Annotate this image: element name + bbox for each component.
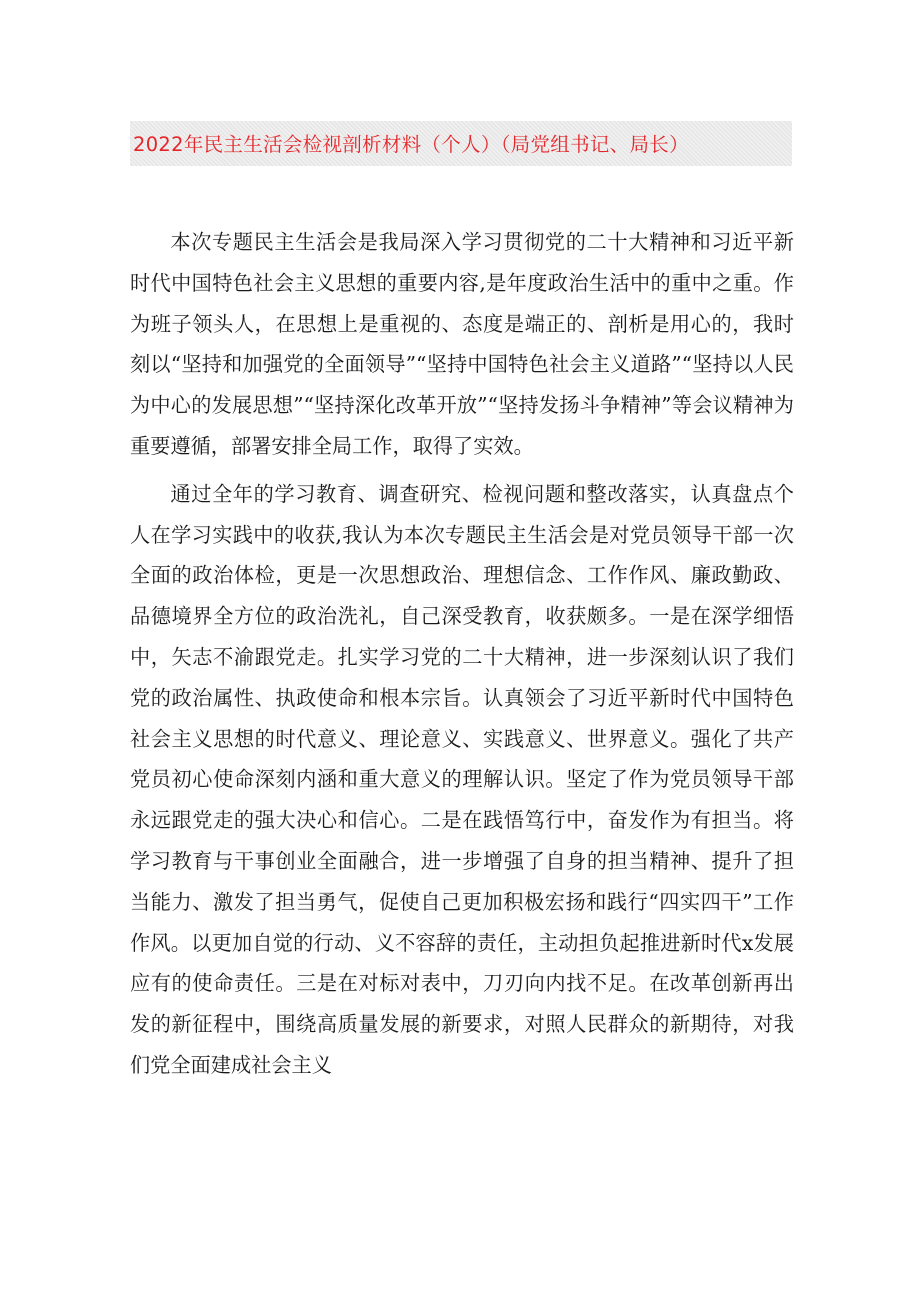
title-banner [130,121,792,166]
document-title: 2022年民主生活会检视剖析材料（个人）（局党组书记、局长） [133,133,689,156]
paragraph-2: 通过全年的学习教育、调查研究、检视问题和整改落实，认真盘点个人在学习实践中的收获,我认为本次专题民主生活会是对党员领导干部一次全面的政治体检，更是一次思想政治、理想信念、工作作风、廉政勤政、品德境界全方位的政治洗礼，自己深受教育，收获颇多。一是在深学细悟中，矢志不渝跟党走。扎实学习党的二十大精神，进一步深刻认识了我们党的政治属性、执政使命和根本宗旨。认真领会了习近平新时代中国特色社会主义思想的时代意义、理论意义、实践意义、世界意义。强化了共产党员初心使命深刻内涵和重大意义的理解认识。坚定了作为党员领导干部永远跟党走的强大决心和信心。二是在践悟笃行中，奋发作为有担当。将学习教育与干事创业全面融合，进一步增强了自身的担当精神、提升了担当能力、激发了担当勇气，促使自己更加积极宏扬和践行“四实四干”工作作风。以更加自觉的行动、义不容辞的责任，主动担负起推进新时代x发展应有的使命责任。三是在对标对表中，刀刃向内找不足。在改革创新再出发的新征程中，围绕高质量发展的新要求，对照人民群众的新期待，对我们党全面建成社会主义 [130,481,794,1077]
paragraph-1: 本次专题民主生活会是我局深入学习贯彻党的二十大精神和习近平新时代中国特色社会主义思想的重要内容,是年度政治生活中的重中之重。作为班子领头人，在思想上是重视的、态度是端正的、剖析是用心的，我时刻以“坚持和加强党的全面领导”“坚持中国特色社会主义道路”“坚持以人民为中心的发展思想”“坚持深化改革开放”“坚持发扬斗争精神”等会议精神为重要遵循，部署安排全局工作，取得了实效。 [130,230,794,458]
document-body [130,222,794,1093]
